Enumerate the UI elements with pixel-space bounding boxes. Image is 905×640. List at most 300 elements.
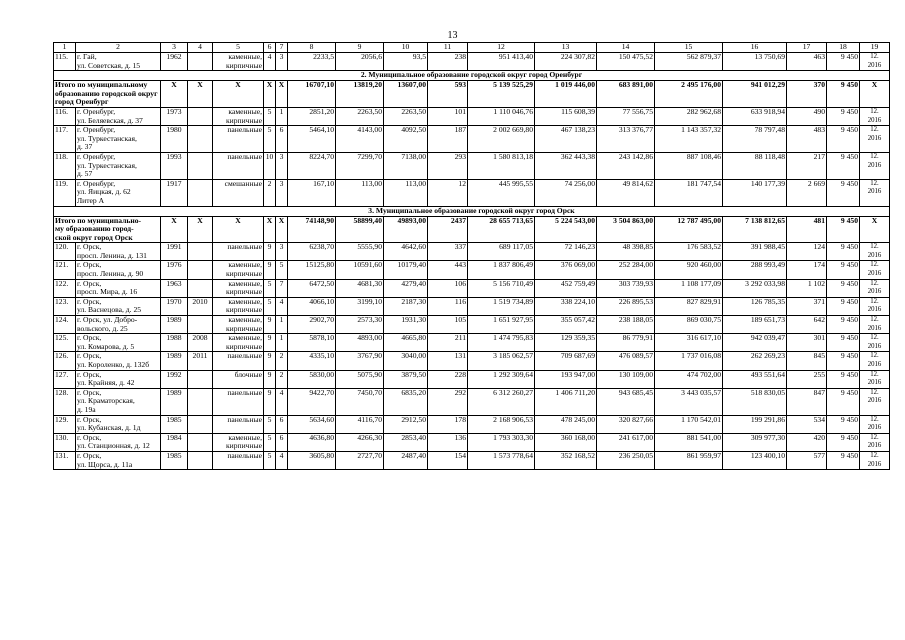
column-header: 9 — [336, 43, 384, 53]
table-cell: 49 814,62 — [597, 179, 655, 206]
column-header: 15 — [655, 43, 723, 53]
table-row — [54, 126, 890, 153]
table-cell: 199 291,86 — [723, 415, 787, 433]
table-cell: 1 474 795,83 — [468, 334, 535, 352]
table-cell: 86 779,91 — [597, 334, 655, 352]
table-cell: 493 551,64 — [723, 370, 787, 388]
table-cell: 9422,70 — [288, 388, 336, 415]
table-cell: 174 — [787, 261, 827, 279]
table-cell: 12. 2016 — [860, 334, 890, 352]
table-cell: 9 450 — [827, 415, 860, 433]
table-cell: 5 — [264, 297, 276, 315]
table-cell: 12 787 495,00 — [655, 216, 723, 243]
section-title: 2. Муниципальное образование городской округ город Оренбург — [54, 71, 890, 81]
table-cell: каменные, кирпичные — [213, 53, 264, 71]
table-cell: 9 — [264, 243, 276, 261]
table-cell: 827 829,91 — [655, 297, 723, 315]
table-cell: 2902,70 — [288, 316, 336, 334]
table-cell: 3 — [276, 179, 288, 206]
table-cell: 7138,00 — [384, 152, 428, 179]
table-cell: 217 — [787, 152, 827, 179]
table-cell: 5 — [276, 261, 288, 279]
page-number: 13 — [447, 30, 458, 41]
table-cell: 6 — [276, 415, 288, 433]
table-cell: 9 450 — [827, 126, 860, 153]
housing-register-table — [53, 42, 890, 470]
table-cell: 193 947,00 — [535, 370, 597, 388]
table-cell: 689 117,05 — [468, 243, 535, 261]
table-cell: 3 443 035,57 — [655, 388, 723, 415]
table-cell: 9 — [264, 352, 276, 370]
section-header — [54, 71, 890, 81]
table-cell: 2437 — [428, 216, 468, 243]
table-cell: 13 750,69 — [723, 53, 787, 71]
column-header: 13 — [535, 43, 597, 53]
total-row — [54, 81, 890, 108]
table-cell: 9 450 — [827, 107, 860, 125]
table-cell: 518 830,05 — [723, 388, 787, 415]
table-cell: 4 — [276, 388, 288, 415]
table-cell: 12. 2016 — [860, 352, 890, 370]
table-cell: 443 — [428, 261, 468, 279]
table-cell: 2010 — [188, 297, 213, 315]
table-cell: 1 573 778,64 — [468, 451, 535, 469]
table-cell: 2 168 906,53 — [468, 415, 535, 433]
table-cell: 2853,40 — [384, 433, 428, 451]
table-cell: 228 — [428, 370, 468, 388]
table-cell: 1991 — [161, 243, 188, 261]
table-cell: 1 292 309,64 — [468, 370, 535, 388]
table-cell: 320 827,66 — [597, 415, 655, 433]
table-cell: г. Орск, ул. Короленко, д. 132б — [76, 352, 161, 370]
table-cell: 9 450 — [827, 243, 860, 261]
table-cell: 5 — [264, 433, 276, 451]
table-cell: 236 250,05 — [597, 451, 655, 469]
table-cell: 10 — [264, 152, 276, 179]
table-cell: 101 — [428, 107, 468, 125]
table-cell: 3 292 033,98 — [723, 279, 787, 297]
table-cell: 9 450 — [827, 316, 860, 334]
table-cell: 1 108 177,09 — [655, 279, 723, 297]
table-cell: 301 — [787, 334, 827, 352]
table-cell: 355 057,42 — [535, 316, 597, 334]
table-cell — [188, 107, 213, 125]
table-cell: 478 245,00 — [535, 415, 597, 433]
table-cell — [188, 152, 213, 179]
table-cell: 445 995,55 — [468, 179, 535, 206]
table-cell: 5 — [264, 107, 276, 125]
table-cell: 2 — [276, 370, 288, 388]
column-header: 18 — [827, 43, 860, 53]
table-cell: 943 685,45 — [597, 388, 655, 415]
table-cell: 121. — [54, 261, 76, 279]
table-cell: 371 — [787, 297, 827, 315]
table-cell: 12. 2016 — [860, 261, 890, 279]
table-cell: блочные — [213, 370, 264, 388]
table-cell: 2263,50 — [384, 107, 428, 125]
table-cell: 1 651 927,95 — [468, 316, 535, 334]
table-cell: панельные — [213, 152, 264, 179]
table-row — [54, 279, 890, 297]
table-cell: 176 583,52 — [655, 243, 723, 261]
table-cell: 1962 — [161, 53, 188, 71]
table-row — [54, 370, 890, 388]
table-cell: 338 224,10 — [535, 297, 597, 315]
table-cell: 951 413,40 — [468, 53, 535, 71]
table-cell: X — [860, 216, 890, 243]
table-cell: 5464,10 — [288, 126, 336, 153]
table-cell: 123 400,10 — [723, 451, 787, 469]
table-cell: 1 793 303,30 — [468, 433, 535, 451]
table-cell: 3040,00 — [384, 352, 428, 370]
table-row — [54, 107, 890, 125]
table-cell: 12. 2016 — [860, 316, 890, 334]
table-cell: 1 — [276, 107, 288, 125]
table-cell: 4893,00 — [336, 334, 384, 352]
table-cell: 1 019 446,00 — [535, 81, 597, 108]
table-cell: 13819,20 — [336, 81, 384, 108]
table-cell: 2056,6 — [336, 53, 384, 71]
table-row — [54, 179, 890, 206]
table-cell: 683 891,00 — [597, 81, 655, 108]
table-cell: 5075,90 — [336, 370, 384, 388]
table-cell: 5878,10 — [288, 334, 336, 352]
table-cell: 337 — [428, 243, 468, 261]
table-cell: 282 962,68 — [655, 107, 723, 125]
table-cell: 1931,30 — [384, 316, 428, 334]
table-cell: г. Орск, ул. Краматорская, д. 19а — [76, 388, 161, 415]
table-cell: 2487,40 — [384, 451, 428, 469]
table-cell: 362 443,38 — [535, 152, 597, 179]
table-row — [54, 316, 890, 334]
table-cell: 12. 2016 — [860, 179, 890, 206]
table-cell: 77 556,75 — [597, 107, 655, 125]
table-cell: г. Орск, ул. Крайняя, д. 42 — [76, 370, 161, 388]
table-cell: 262 269,23 — [723, 352, 787, 370]
table-row — [54, 415, 890, 433]
table-cell: 117. — [54, 126, 76, 153]
table-cell: 4266,30 — [336, 433, 384, 451]
table-cell: каменные, кирпичные — [213, 107, 264, 125]
table-cell: 187 — [428, 126, 468, 153]
table-cell: 9 450 — [827, 334, 860, 352]
table-cell: 4 — [276, 297, 288, 315]
table-cell: 255 — [787, 370, 827, 388]
table-cell: 292 — [428, 388, 468, 415]
table-cell: 2727,70 — [336, 451, 384, 469]
table-cell: 1 580 813,18 — [468, 152, 535, 179]
table-cell: 288 993,49 — [723, 261, 787, 279]
table-cell: 48 398,85 — [597, 243, 655, 261]
table-cell: 116 — [428, 297, 468, 315]
table-cell: 1985 — [161, 415, 188, 433]
table-cell: 12. 2016 — [860, 126, 890, 153]
table-cell: X — [161, 81, 188, 108]
table-cell: 5 — [264, 415, 276, 433]
table-cell: 4066,10 — [288, 297, 336, 315]
table-cell: 189 651,73 — [723, 316, 787, 334]
table-cell: 6 312 260,27 — [468, 388, 535, 415]
table-cell: 6472,50 — [288, 279, 336, 297]
table-cell: 534 — [787, 415, 827, 433]
table-cell: 9 450 — [827, 297, 860, 315]
table-cell: 1 519 734,89 — [468, 297, 535, 315]
table-cell: 178 — [428, 415, 468, 433]
table-cell: 181 747,54 — [655, 179, 723, 206]
table-cell: 2008 — [188, 334, 213, 352]
table-cell: 562 879,37 — [655, 53, 723, 71]
table-cell: г. Гай, ул. Советская, д. 15 — [76, 53, 161, 71]
table-cell: X — [276, 216, 288, 243]
table-cell: 5634,60 — [288, 415, 336, 433]
table-cell: 293 — [428, 152, 468, 179]
table-cell: 4 — [264, 53, 276, 71]
table-cell: 88 118,48 — [723, 152, 787, 179]
table-cell: 243 142,86 — [597, 152, 655, 179]
table-cell: 131. — [54, 451, 76, 469]
table-cell: 352 168,52 — [535, 451, 597, 469]
table-cell: 869 030,75 — [655, 316, 723, 334]
table-cell: 78 797,48 — [723, 126, 787, 153]
table-cell: 1 110 046,76 — [468, 107, 535, 125]
table-cell: 12. 2016 — [860, 152, 890, 179]
table-cell: 3767,90 — [336, 352, 384, 370]
table-cell: 5 224 543,00 — [535, 216, 597, 243]
column-header: 3 — [161, 43, 188, 53]
table-cell: 5 — [264, 279, 276, 297]
table-cell: X — [188, 216, 213, 243]
column-header: 5 — [213, 43, 264, 53]
table-cell — [188, 433, 213, 451]
table-cell: 4636,80 — [288, 433, 336, 451]
table-body — [54, 43, 890, 470]
table-cell: 12. 2016 — [860, 53, 890, 71]
table-cell: 6238,70 — [288, 243, 336, 261]
table-cell: 49893,00 — [384, 216, 428, 243]
total-label: Итого по муниципальному образованию городской округ город Оренбург — [54, 81, 161, 108]
table-cell: 2 669 — [787, 179, 827, 206]
table-cell: 1 737 016,08 — [655, 352, 723, 370]
table-cell: 12. 2016 — [860, 388, 890, 415]
table-cell: X — [213, 81, 264, 108]
table-cell: 7 138 812,65 — [723, 216, 787, 243]
table-cell: 167,10 — [288, 179, 336, 206]
table-cell: 2233,5 — [288, 53, 336, 71]
table-cell: 1 — [276, 334, 288, 352]
table-cell: 129. — [54, 415, 76, 433]
table-cell: 12. 2016 — [860, 107, 890, 125]
table-cell: 1963 — [161, 279, 188, 297]
column-header: 1 — [54, 43, 76, 53]
table-cell: 452 759,49 — [535, 279, 597, 297]
table-row — [54, 152, 890, 179]
table-cell: 1 837 806,49 — [468, 261, 535, 279]
table-cell: 58899,40 — [336, 216, 384, 243]
table-cell: 887 108,46 — [655, 152, 723, 179]
table-cell: 120. — [54, 243, 76, 261]
table-cell: 12 — [428, 179, 468, 206]
table-cell: 313 376,77 — [597, 126, 655, 153]
table-cell: 9 450 — [827, 388, 860, 415]
table-cell: 9 — [264, 261, 276, 279]
table-cell: 9 450 — [827, 433, 860, 451]
table-row — [54, 297, 890, 315]
table-cell — [188, 370, 213, 388]
column-header: 8 — [288, 43, 336, 53]
table-cell: 241 617,00 — [597, 433, 655, 451]
table-cell: 1 406 711,20 — [535, 388, 597, 415]
table-cell: 420 — [787, 433, 827, 451]
table-cell: 9 — [264, 370, 276, 388]
table-cell: 4143,00 — [336, 126, 384, 153]
table-cell: 12. 2016 — [860, 297, 890, 315]
table-cell: 1984 — [161, 433, 188, 451]
table-cell: 5830,00 — [288, 370, 336, 388]
section-header — [54, 206, 890, 216]
table-cell: 10591,60 — [336, 261, 384, 279]
table-cell: 5 139 525,29 — [468, 81, 535, 108]
table-cell: 150 475,52 — [597, 53, 655, 71]
table-cell: X — [213, 216, 264, 243]
table-cell: 136 — [428, 433, 468, 451]
table-cell: панельные — [213, 388, 264, 415]
table-cell: г. Оренбург, ул. Яицкая, д. 62 Литер А — [76, 179, 161, 206]
table-cell: 3199,10 — [336, 297, 384, 315]
table-cell: 2 002 669,80 — [468, 126, 535, 153]
table-cell: 140 177,39 — [723, 179, 787, 206]
table-cell: г. Оренбург, ул. Туркестанская, д. 57 — [76, 152, 161, 179]
table-cell: 93,5 — [384, 53, 428, 71]
table-cell: 1989 — [161, 316, 188, 334]
table-cell: 941 012,29 — [723, 81, 787, 108]
table-cell: 577 — [787, 451, 827, 469]
table-cell: 125. — [54, 334, 76, 352]
table-row — [54, 433, 890, 451]
table-cell: 476 089,57 — [597, 352, 655, 370]
table-cell: 16707,10 — [288, 81, 336, 108]
table-cell: 1985 — [161, 451, 188, 469]
table-cell: 12. 2016 — [860, 451, 890, 469]
table-cell: 131 — [428, 352, 468, 370]
column-header: 17 — [787, 43, 827, 53]
column-header: 4 — [188, 43, 213, 53]
table-cell: X — [188, 81, 213, 108]
table-cell: 9 450 — [827, 261, 860, 279]
table-cell: 1970 — [161, 297, 188, 315]
table-cell: 113,00 — [336, 179, 384, 206]
table-cell: г. Оренбург, ул. Беляевская, д. 37 — [76, 107, 161, 125]
table-cell: 5 156 710,49 — [468, 279, 535, 297]
table-cell: X — [161, 216, 188, 243]
table-cell: 642 — [787, 316, 827, 334]
column-header: 19 — [860, 43, 890, 53]
table-cell: 1917 — [161, 179, 188, 206]
table-cell: 124 — [787, 243, 827, 261]
table-cell: 303 739,93 — [597, 279, 655, 297]
table-cell: 9 — [264, 334, 276, 352]
table-cell: 1973 — [161, 107, 188, 125]
table-cell: 154 — [428, 451, 468, 469]
table-cell — [188, 316, 213, 334]
table-row — [54, 388, 890, 415]
table-cell: 238 — [428, 53, 468, 71]
table-cell: смешанные — [213, 179, 264, 206]
table-cell: 2851,20 — [288, 107, 336, 125]
table-cell: 3 — [276, 152, 288, 179]
table-cell: 129 359,35 — [535, 334, 597, 352]
table-cell: 15125,80 — [288, 261, 336, 279]
table-cell: 360 168,00 — [535, 433, 597, 451]
table-cell: 2011 — [188, 352, 213, 370]
table-cell: X — [276, 81, 288, 108]
table-cell: 5 — [264, 451, 276, 469]
table-cell: 861 959,97 — [655, 451, 723, 469]
column-header: 7 — [276, 43, 288, 53]
table-cell: 1980 — [161, 126, 188, 153]
table-cell: 9 450 — [827, 179, 860, 206]
table-cell: 1 102 — [787, 279, 827, 297]
table-cell: г. Орск, просп. Ленина, д. 131 — [76, 243, 161, 261]
table-cell: 12. 2016 — [860, 433, 890, 451]
table-cell: 106 — [428, 279, 468, 297]
table-cell — [188, 126, 213, 153]
table-cell — [188, 451, 213, 469]
table-cell: 3 — [276, 53, 288, 71]
column-header: 6 — [264, 43, 276, 53]
table-cell: 12. 2016 — [860, 243, 890, 261]
table-cell — [188, 243, 213, 261]
table-cell: 113,00 — [384, 179, 428, 206]
table-cell: г. Орск, ул. Станционная, д. 12 — [76, 433, 161, 451]
table-cell: 1993 — [161, 152, 188, 179]
table-cell: 1989 — [161, 388, 188, 415]
table-cell: 7 — [276, 279, 288, 297]
table-cell: 74148,90 — [288, 216, 336, 243]
table-cell: 847 — [787, 388, 827, 415]
table-cell: панельные — [213, 352, 264, 370]
table-cell: 391 988,45 — [723, 243, 787, 261]
table-cell: г. Орск, просп. Ленина, д. 90 — [76, 261, 161, 279]
column-header: 2 — [76, 43, 161, 53]
table-cell: 483 — [787, 126, 827, 153]
table-row — [54, 243, 890, 261]
table-cell: 481 — [787, 216, 827, 243]
table-cell: 1988 — [161, 334, 188, 352]
table-cell: 376 069,00 — [535, 261, 597, 279]
table-cell: 4681,30 — [336, 279, 384, 297]
table-row — [54, 334, 890, 352]
table-cell: 9 450 — [827, 216, 860, 243]
table-cell: 2 495 176,00 — [655, 81, 723, 108]
table-cell: каменные, кирпичные — [213, 316, 264, 334]
table-cell: 122. — [54, 279, 76, 297]
table-cell: 2263,50 — [336, 107, 384, 125]
table-cell: 6 — [276, 433, 288, 451]
table-cell: 633 918,94 — [723, 107, 787, 125]
table-cell: 9 450 — [827, 279, 860, 297]
table-row — [54, 352, 890, 370]
table-cell — [188, 53, 213, 71]
table-cell: 7450,70 — [336, 388, 384, 415]
table-row — [54, 451, 890, 469]
table-cell: 127. — [54, 370, 76, 388]
table-cell: панельные — [213, 451, 264, 469]
table-cell: 474 702,00 — [655, 370, 723, 388]
table-cell: каменные, кирпичные — [213, 261, 264, 279]
table-cell: 118. — [54, 152, 76, 179]
table-cell: X — [264, 216, 276, 243]
table-cell: 4092,50 — [384, 126, 428, 153]
